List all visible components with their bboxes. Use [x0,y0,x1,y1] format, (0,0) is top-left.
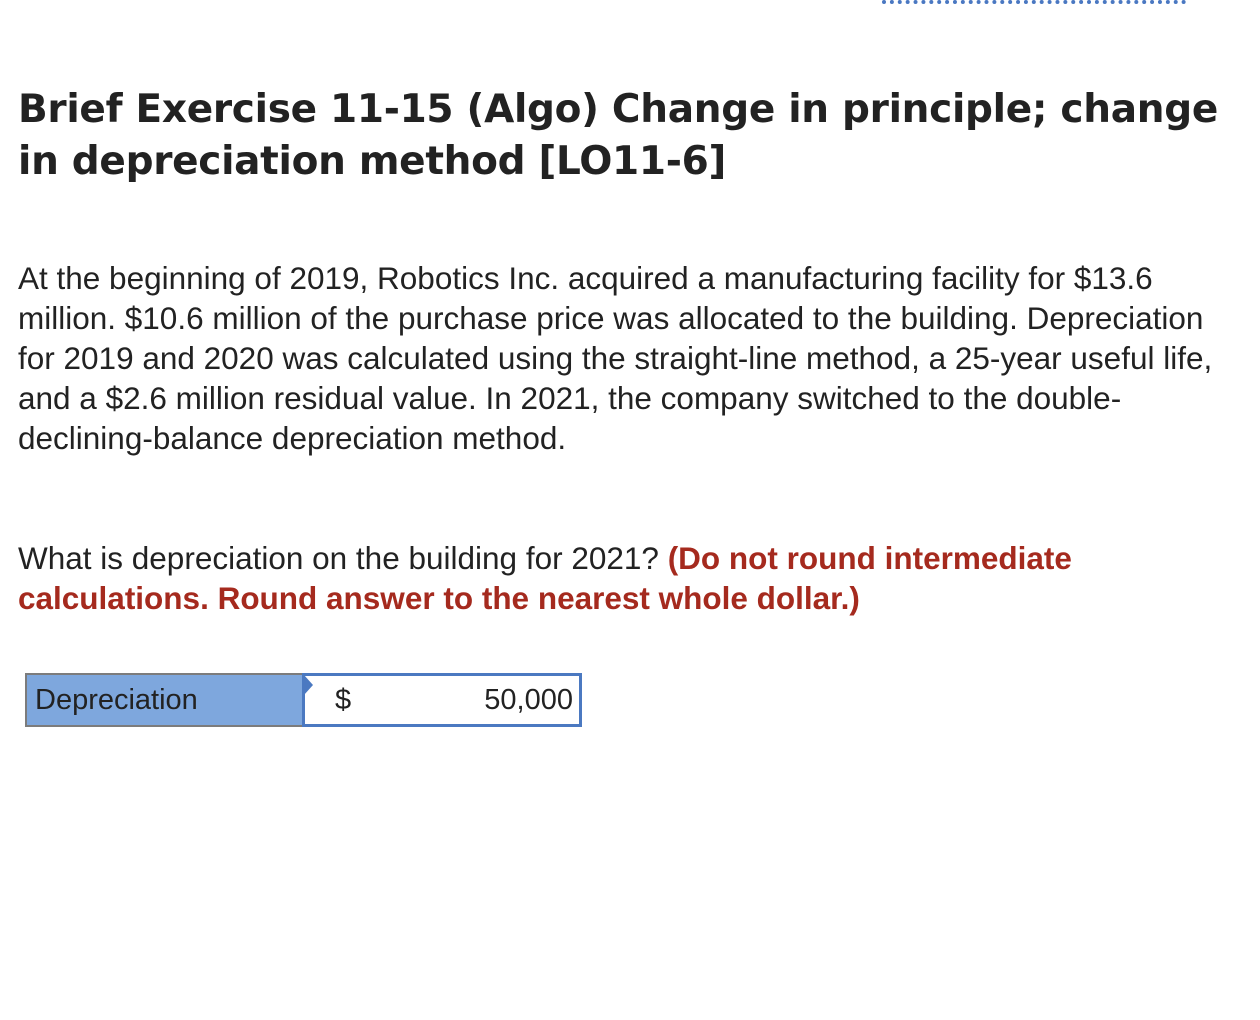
page-title: Brief Exercise 11-15 (Algo) Change in principle; change in depreciation method [LO11-6] [18,87,1218,184]
question-block [18,538,1238,618]
answer-field-container[interactable] [302,673,582,727]
rounding-instruction: (Do not round intermediate calculations. Round answer to the nearest whole dollar.) [18,540,1072,616]
problem-statement: At the beginning of 2019, Robotics Inc. acquired a manufacturing facility for $13.6 million. $10.6 million of the purchase price was allocated to the building. Depreciation for 2019 and 2020 was calculated using the straight-line method, a 25-year useful life, and a $2.6 million residual value. In 2021, the company switched to the double-declining-balance depreciation method. [18,260,1213,456]
answer-row [25,673,582,727]
top-dotted-divider [882,0,1186,4]
depreciation-label: Depreciation [25,673,302,727]
input-marker-icon [304,675,313,695]
dollar-sign: $ [335,684,352,716]
question-text: What is depreciation on the building for 2021? [18,540,659,576]
depreciation-input[interactable] [383,676,573,724]
